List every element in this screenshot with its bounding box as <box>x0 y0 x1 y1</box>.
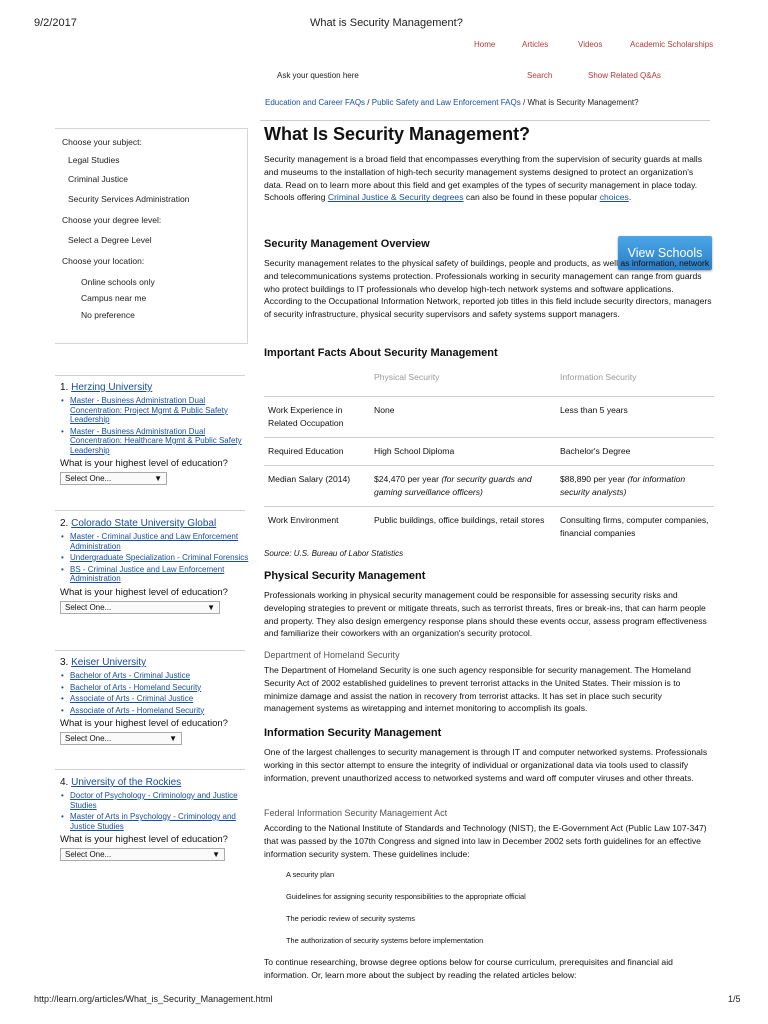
fisma-paragraph: According to the National Institute of Standards and Technology (NIST), the E-Government Act (Public Law 107-347) that was passed by the 107th Congress and signed into law in December 2002 sets forth guidelines for an effective information security system. These guidelines include: <box>264 823 707 859</box>
nav-home-link[interactable]: Home <box>474 40 496 49</box>
information-cell: Bachelor's Degree <box>556 438 714 466</box>
fisma-heading: Federal Information Security Management Act <box>264 808 448 818</box>
program-link[interactable]: • Master of Arts in Psychology - Criminology and Justice Studies <box>60 812 250 831</box>
school-name-link[interactable]: Keiser University <box>71 657 147 668</box>
school-listing <box>60 518 250 614</box>
facts-table <box>264 372 714 547</box>
breadcrumb-separator: / <box>367 98 370 107</box>
breadcrumb-public-safety-link[interactable]: Public Safety and Law Enforcement FAQs <box>371 98 521 107</box>
info-paragraph: One of the largest challenges to security management is through IT and computer networked systems. Professionals working in this sector attempt to ensure the integrity of individual or organizational data via tools used to classify information, prevent unauthorized access to networked systems and ward off computer viruses and other threats. <box>264 747 708 783</box>
school-divider <box>55 769 245 770</box>
intro-paragraph <box>264 153 712 204</box>
select-value: Select One... <box>65 602 112 612</box>
list-item: The authorization of security systems before implementation <box>286 936 484 945</box>
subject-option-security-services[interactable]: Security Services Administration <box>68 194 190 204</box>
facts-heading: Important Facts About Security Management <box>264 347 498 359</box>
facts-header-cell: Information Security <box>560 372 637 382</box>
nav-scholarships-link[interactable]: Academic Scholarships <box>630 40 714 49</box>
physical-cell: Public buildings, office buildings, retail stores <box>370 507 556 548</box>
school-number: 3. <box>60 657 69 668</box>
print-title: What is Security Management? <box>310 17 463 29</box>
dhs-paragraph: The Department of Homeland Security is one such agency responsible for security management. The Homeland Security Act of 2002 established guidelines to prevent terrorist attacks in the United States. Their mission is to minimize damage and assist the nation in recovery from terrorist attacks. It has set in place such security management systems as wiretapping and internet monitoring to accomplish its goals. <box>264 665 691 714</box>
school-divider <box>55 375 245 376</box>
dropdown-arrow-icon: ▼ <box>207 602 215 612</box>
program-link[interactable]: • Associate of Arts - Homeland Security <box>60 706 250 716</box>
dropdown-arrow-icon: ▼ <box>169 734 177 743</box>
print-date: 9/2/2017 <box>34 17 77 29</box>
program-link[interactable]: • Bachelor of Arts - Homeland Security <box>60 683 250 693</box>
school-name <box>60 777 250 788</box>
overview-heading: Security Management Overview <box>264 238 430 250</box>
program-link[interactable]: • Master - Business Administration Dual Concentration: Project Mgmt & Public Safety Leadership <box>60 396 250 425</box>
header-divider <box>260 120 710 121</box>
table-row <box>264 466 714 507</box>
information-cell: Consulting firms, computer companies, financial companies <box>556 507 714 548</box>
salary-note: (for information security analysts) <box>560 474 686 497</box>
guidelines-list <box>286 864 706 952</box>
select-value: Select One... <box>65 734 112 743</box>
source-note: Source: U.S. Bureau of Labor Statistics <box>264 549 404 558</box>
salary-value: $88,890 per year <box>560 474 625 484</box>
subject-label: Choose your subject: <box>62 137 142 147</box>
program-link[interactable]: • Doctor of Psychology - Criminology and Justice Studies <box>60 791 250 810</box>
breadcrumb <box>265 98 639 107</box>
education-level-question: What is your highest level of education? <box>60 586 228 598</box>
education-level-question: What is your highest level of education? <box>60 458 228 469</box>
school-name-link[interactable]: University of the Rockies <box>71 777 182 788</box>
program-link[interactable]: • Master - Business Administration Dual Concentration: Healthcare Mgmt & Public Safety Leadership <box>60 427 250 456</box>
breadcrumb-separator: / <box>522 98 526 107</box>
subject-option-legal-studies[interactable]: Legal Studies <box>68 155 120 165</box>
filter-panel <box>55 128 248 344</box>
school-name <box>60 657 250 668</box>
page-title: What Is Security Management? <box>264 124 531 144</box>
row-label: Median Salary (2014) <box>264 466 370 507</box>
facts-header-cell <box>264 372 370 397</box>
select-value: Select One... <box>65 474 112 483</box>
nav-videos-link[interactable]: Videos <box>578 40 603 49</box>
school-number: 2. <box>60 518 69 529</box>
dropdown-arrow-icon: ▼ <box>212 850 220 859</box>
education-level-question: What is your highest level of education? <box>60 718 228 729</box>
row-label: Work Experience in Related Occupation <box>264 397 370 438</box>
search-input[interactable]: Ask your question here <box>277 71 359 80</box>
list-item: Guidelines for assigning security responsibilities to the appropriate official <box>286 892 526 901</box>
select-value: Select One... <box>65 850 112 859</box>
program-list <box>60 396 250 455</box>
dropdown-arrow-icon: ▼ <box>154 474 162 483</box>
nav-articles-link[interactable]: Articles <box>522 40 549 49</box>
info-heading: Information Security Management <box>264 727 442 739</box>
program-list <box>60 532 250 584</box>
print-footer-page: 1/5 <box>728 994 741 1004</box>
criminal-justice-degrees-link[interactable]: Criminal Justice & Security degrees <box>327 192 464 203</box>
location-no-preference-option[interactable]: No preference <box>81 310 135 320</box>
salary-note: (for security guards and gaming surveillance officers) <box>374 474 532 497</box>
facts-header-row <box>264 372 714 397</box>
information-cell <box>556 466 714 507</box>
school-name <box>60 518 250 529</box>
school-divider <box>55 510 245 511</box>
table-row <box>264 438 714 466</box>
closing-paragraph: To continue researching, browse degree options below for course curriculum, prerequisites and financial aid information. Or, learn more about the subject by reading the related articles below: <box>264 957 673 980</box>
location-label: Choose your location: <box>62 256 145 266</box>
school-listing <box>60 657 250 745</box>
school-number: 1. <box>60 382 69 393</box>
dhs-heading: Department of Homeland Security <box>264 650 400 660</box>
physical-heading: Physical Security Management <box>264 570 426 582</box>
education-level-select[interactable] <box>60 848 225 861</box>
program-link[interactable]: • BS - Criminal Justice and Law Enforcement Administration <box>60 565 250 584</box>
school-name <box>60 382 250 393</box>
subject-option-criminal-justice[interactable]: Criminal Justice <box>68 174 128 184</box>
degree-level-label: Choose your degree level: <box>62 215 162 225</box>
education-level-question: What is your highest level of education? <box>60 834 228 845</box>
facts-header-cell: Physical Security <box>374 372 440 382</box>
location-campus-option[interactable]: Campus near me <box>81 293 147 303</box>
education-level-select[interactable] <box>60 601 220 614</box>
physical-cell: High School Diploma <box>370 438 556 466</box>
list-item: A security plan <box>286 870 335 879</box>
degree-level-select[interactable]: Select a Degree Level <box>68 235 152 245</box>
choices-link[interactable]: choices <box>599 192 629 203</box>
school-listing <box>60 382 250 485</box>
education-level-select[interactable] <box>60 472 167 485</box>
show-related-button[interactable]: Show Related Q&As <box>588 71 661 80</box>
education-level-select[interactable] <box>60 732 182 745</box>
school-divider <box>55 650 245 651</box>
program-link[interactable]: • Associate of Arts - Criminal Justice <box>60 694 250 704</box>
facts-table-wrapper <box>264 372 714 547</box>
table-row <box>264 507 714 548</box>
breadcrumb-education-link[interactable]: Education and Career FAQs <box>265 98 366 107</box>
search-button[interactable]: Search <box>527 71 553 80</box>
view-schools-button[interactable]: View Schools <box>618 236 712 270</box>
school-number: 4. <box>60 777 69 788</box>
intro-text: . <box>628 192 632 203</box>
row-label: Work Environment <box>264 507 370 548</box>
physical-cell: None <box>370 397 556 438</box>
information-cell: Less than 5 years <box>556 397 714 438</box>
table-row <box>264 397 714 438</box>
intro-text: Security management is a broad field that encompasses everything from the supervision of security guards at malls and museums to the installation of high-tech security management systems designed to protect an organization's data. Read on to learn more about this field and get examples of the types of security management in place today. Schools offering <box>264 154 703 203</box>
list-item: The periodic review of security systems <box>286 914 415 923</box>
physical-cell <box>370 466 556 507</box>
program-link[interactable]: • Bachelor of Arts - Criminal Justice <box>60 671 250 681</box>
program-list <box>60 671 250 715</box>
program-link[interactable]: • Master - Criminal Justice and Law Enforcement Administration <box>60 532 250 551</box>
school-name-link[interactable]: Colorado State University Global <box>71 518 217 529</box>
print-footer-url: http://learn.org/articles/What_is_Security_Management.html <box>34 994 273 1004</box>
overview-text: Security management relates to the physical safety of buildings, people and products, as well as information, network and telecommunications systems protection. Professionals working in security management can range from guards who protect buildings to IT professionals who develop high-tech network systems and software applications. According to the Occupational Information Network, reported job titles in this field include security directors, managers of security infrastructure, physical security supervisors and safety systems support managers. <box>264 258 712 320</box>
salary-value: $24,470 per year <box>374 474 439 484</box>
program-link[interactable]: • Undergraduate Specialization - Criminal Forensics <box>60 553 250 563</box>
intro-text: can also be found in these popular <box>463 192 600 203</box>
row-label: Required Education <box>264 438 370 466</box>
school-name-link[interactable]: Herzing University <box>71 382 153 393</box>
location-online-option[interactable]: Online schools only <box>81 277 155 287</box>
physical-paragraph: Professionals working in physical security management could be responsible for assessing security risks and developing strategies to prevent or mitigate threats, such as terrorist threats, fires or break-ins, that can harm people and property. They also design emergency response plans should these events occur, assess program effectiveness and familiarize their coworkers with an organization's security protocol. <box>264 590 707 639</box>
breadcrumb-current: What is Security Management? <box>527 98 639 107</box>
program-list <box>60 791 250 831</box>
overview-paragraph <box>264 257 712 321</box>
school-listing <box>60 777 250 861</box>
